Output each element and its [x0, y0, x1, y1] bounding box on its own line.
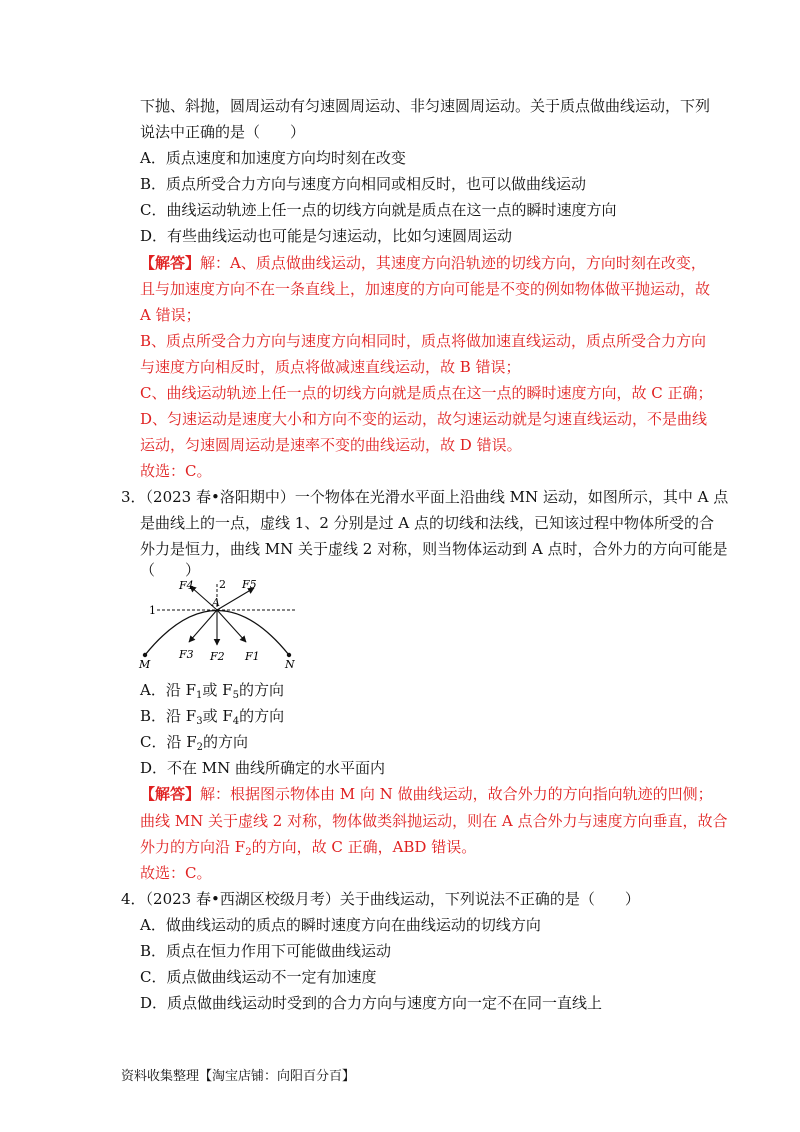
label-m: M [139, 658, 151, 671]
label-f2: F2 [210, 650, 225, 663]
q2-stem-line-1: 下抛、斜抛，圆周运动有匀速圆周运动、非匀速圆周运动。关于质点做曲线运动，下列 [140, 97, 711, 115]
q2-option-b: B．质点所受合力方向与速度方向相同或相反时，也可以做曲线运动 [140, 175, 587, 193]
q3-answer-line-3 [140, 837, 476, 857]
q3-stem-line-4: （ ） [140, 561, 201, 579]
q4-option-b: B．质点在恒力作用下可能做曲线运动 [140, 942, 392, 960]
q4-option-c: C．质点做曲线运动不一定有加速度 [140, 968, 377, 986]
q2-option-d: D．有些曲线运动也可能是匀速运动，比如匀速圆周运动 [140, 227, 513, 245]
q2-answer-line-2: 且与加速度方向不在一条直线上，加速度的方向可能是不变的例如物体做平抛运动，故 [140, 280, 711, 298]
q3-option-a-sub1: 1 [196, 690, 203, 701]
q2-answer-line-6: C、曲线运动轨迹上任一点的切线方向就是质点在这一点的瞬时速度方向，故 C 正确； [140, 384, 713, 402]
q3-option-b [140, 706, 284, 726]
q3-answer-tag: 【解答】 [140, 785, 201, 803]
q3-answer-line-3-pre: 外力的方向沿 F [140, 838, 246, 856]
label-f1: F1 [245, 650, 260, 663]
q3-answer-line-3-sub: 2 [245, 847, 252, 858]
label-a: A [212, 596, 220, 609]
q3-option-c-post: 的方向 [203, 733, 249, 751]
q3-figure [135, 572, 310, 672]
label-f4: F4 [179, 579, 194, 592]
q3-option-a-sub2: 5 [232, 690, 239, 701]
q2-answer-line-4: B、质点所受合力方向与速度方向相同时，质点将做加速直线运动，质点所受合力方向 [140, 332, 707, 350]
q4-option-d: D．质点做曲线运动时受到的合力方向与速度方向一定不在同一直线上 [140, 994, 603, 1012]
q3-option-b-pre: B．沿 F [140, 707, 197, 725]
q3-option-c-sub: 2 [196, 742, 204, 753]
q2-answer-text-1: 解：A、质点做曲线运动，其速度方向沿轨迹的切线方向，方向时刻在改变， [200, 254, 706, 272]
q3-option-a-mid: 或 F [202, 681, 233, 699]
q3-choice: 故选：C。 [140, 864, 212, 882]
q3-option-b-mid: 或 F [202, 707, 233, 725]
q3-option-b-post: 的方向 [239, 707, 285, 725]
q3-stem-line-1: 3．（2023 春•洛阳期中）一个物体在光滑水平面上沿曲线 MN 运动，如图所示，其中 A 点 [121, 488, 729, 506]
force-arrow-f1 [217, 610, 246, 642]
label-1: 1 [149, 604, 156, 617]
point-m-dot [143, 653, 147, 657]
q3-option-d: D．不在 MN 曲线所确定的水平面内 [140, 759, 386, 777]
q3-option-b-sub1: 3 [196, 716, 203, 727]
q3-stem-line-3: 外力是恒力，曲线 MN 关于虚线 2 对称，则当物体运动到 A 点时，合外力的方向可能是 [140, 540, 728, 558]
page-footer: 资料收集整理【淘宝店铺：向阳百分百】 [121, 1069, 356, 1084]
label-n: N [285, 658, 295, 671]
q3-option-a-pre: A．沿 F [140, 681, 197, 699]
q2-answer-line-5: 与速度方向相反时，质点将做减速直线运动，故 B 错误； [140, 358, 521, 376]
q2-choice: 故选：C。 [140, 462, 212, 480]
q3-option-c [140, 732, 248, 752]
q2-answer-line-1 [140, 253, 706, 273]
q4-option-a: A．做曲线运动的质点的瞬时速度方向在曲线运动的切线方向 [140, 916, 541, 934]
q2-answer-line-7: D、匀速运动是速度大小和方向不变的运动，故匀速运动就是匀速直线运动，不是曲线 [140, 410, 708, 428]
q2-answer-line-3: A 错误； [140, 306, 201, 324]
q3-answer-text-1: 解：根据图示物体由 M 向 N 做曲线运动，故合外力的方向指向轨迹的凹侧； [200, 785, 713, 803]
q2-answer-line-8: 运动，匀速圆周运动是速率不变的曲线运动，故 D 错误。 [140, 436, 522, 454]
q3-answer-line-1 [140, 784, 713, 804]
q4-stem: 4．（2023 春•西湖区校级月考）关于曲线运动，下列说法不正确的是（ ） [121, 890, 640, 908]
q3-option-c-pre: C．沿 F [140, 733, 197, 751]
label-2: 2 [219, 578, 226, 591]
q3-answer-line-3-post: 的方向，故 C 正确，ABD 错误。 [251, 838, 477, 856]
force-arrow-f5 [217, 588, 254, 610]
q3-stem-line-2: 是曲线上的一点，虚线 1、2 分别是过 A 点的切线和法线，已知该过程中物体所受的合 [140, 514, 714, 532]
q2-stem-line-2: 说法中正确的是（ ） [140, 123, 306, 141]
q2-option-a: A．质点速度和加速度方向均时刻在改变 [140, 149, 406, 167]
q3-answer-line-2: 曲线 MN 关于虚线 2 对称，物体做类斜抛运动，则在 A 点合外力与速度方向垂直，故合 [140, 812, 728, 830]
label-f3: F3 [179, 648, 194, 661]
label-f5: F5 [242, 578, 257, 591]
q2-option-c: C．曲线运动轨迹上任一点的切线方向就是质点在这一点的瞬时速度方向 [140, 201, 617, 219]
q3-option-b-sub2: 4 [232, 716, 240, 727]
q3-option-a-post: 的方向 [238, 681, 284, 699]
point-n-dot [287, 653, 291, 657]
q2-answer-tag: 【解答】 [140, 254, 201, 272]
q3-option-a [140, 680, 284, 700]
